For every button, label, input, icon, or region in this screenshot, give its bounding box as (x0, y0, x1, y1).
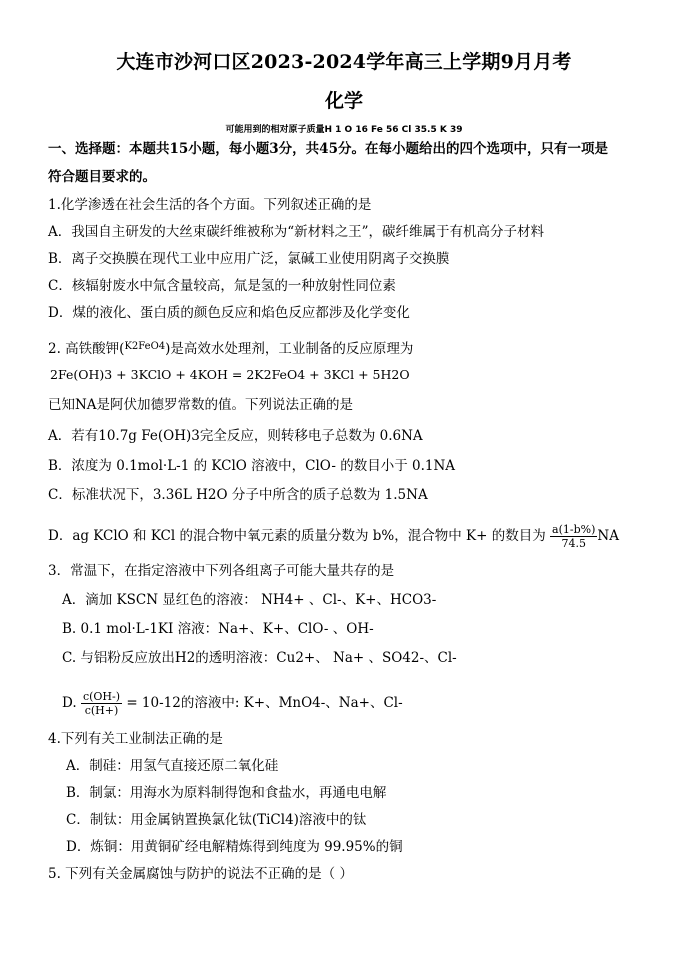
q2-option-d-pre: D．ag KClO 和 KCl 的混合物中氧元素的质量分数为 b%，混合物中 K+ 的数目为 (48, 528, 546, 544)
q2-option-a-pre: A．若有 (48, 428, 99, 444)
q4-option-a: A．制硅：用氢气直接还原二氧化硅 (66, 758, 279, 774)
q3-option-d-numerator: c(OH-) (82, 690, 121, 703)
q1-stem: 1.化学渗透在社会生活的各个方面。下列叙述正确的是 (48, 197, 372, 213)
section-instructions-line1: 一、选择题：本题共15小题，每小题3分，共45分。在每小题给出的四个选项中，只有一项是 (48, 141, 608, 157)
q3-option-d-denominator: c(H+) (84, 704, 119, 717)
q2-option-b: B．浓度为 0.1mol·L-1 的 KClO 溶液中，ClO- 的数目小于 0.1NA (48, 458, 456, 474)
q4-option-b: B．制氯：用海水为原料制得饱和食盐水，再通电电解 (66, 785, 387, 801)
q2-option-a-post: 完全反应，则转移电子总数为 0.6NA (199, 428, 423, 444)
q3-option-d-label: D. (62, 695, 77, 711)
q1-option-b: B．离子交换膜在现代工业中应用广泛，氯碱工业使用阴离子交换膜 (48, 251, 450, 267)
subject-title: 化学 (324, 90, 363, 112)
q1-option-a: A．我国自主研发的大丝束碳纤维被称为“新材料之王”，碳纤维属于有机高分子材料 (48, 224, 545, 240)
q2-option-d-denominator: 74.5 (561, 537, 586, 550)
q2-option-d-unit: NA (597, 528, 619, 544)
atomic-masses-note: 可能用到的相对原子质量H 1 O 16 Fe 56 Cl 35.5 K 39 (225, 125, 463, 135)
q3-option-d-post: = 10-12的溶液中: K+、MnO4-、Na+、Cl- (126, 695, 403, 711)
q3-option-d (62, 690, 403, 717)
q2-formula: K2FeO4 (124, 341, 166, 352)
q2-option-d (48, 523, 619, 550)
q2-option-d-fraction (550, 523, 597, 550)
q5-stem: 5. 下列有关金属腐蚀与防护的说法不正确的是（ ） (48, 866, 353, 882)
q2-equation: 2Fe(OH)3 + 3KClO + 4KOH = 2K2FeO4 + 3KCl + 5H2O (50, 367, 410, 382)
q2-option-c: C．标准状况下，3.36L H2O 分子中所含的质子总数为 1.5NA (48, 487, 428, 503)
q3-option-b: B. 0.1 mol·L-1KI 溶液：Na+、K+、ClO- 、OH- (62, 621, 374, 637)
q3-option-c: C. 与铝粉反应放出H2的透明溶液：Cu2+、 Na+ 、SO42-、Cl- (62, 650, 457, 666)
q2-known: 已知NA是阿伏加德罗常数的值。下列说法正确的是 (48, 397, 354, 413)
section-instructions-line2: 符合题目要求的。 (48, 169, 156, 185)
q2-stem (48, 338, 413, 358)
q1-option-d: D．煤的液化、蛋白质的颜色反应和焰色反应都涉及化学变化 (48, 305, 410, 321)
exam-title: 大连市沙河口区2023-2024学年高三上学期9月月考 (116, 51, 572, 73)
q2-stem-pre: 2. 高铁酸钾( (48, 341, 125, 357)
q2-option-a (48, 427, 423, 445)
q4-option-c: C．制钛：用金属钠置换氯化钛(TiCl4)溶液中的钛 (66, 812, 367, 828)
q1-option-c: C．核辐射废水中氚含量较高，氚是氢的一种放射性同位素 (48, 278, 396, 294)
q3-option-a: A．滴加 KSCN 显红色的溶液： NH4+ 、Cl-、K+、HCO3- (62, 592, 437, 608)
q2-option-a-mass: 10.7g Fe(OH)3 (98, 428, 200, 444)
q2-option-d-numerator: a(1-b%) (552, 523, 596, 536)
q3-stem: 3．常温下，在指定溶液中下列各组离子可能大量共存的是 (48, 563, 395, 579)
q4-stem: 4.下列有关工业制法正确的是 (48, 731, 223, 747)
q3-option-d-fraction (81, 690, 122, 717)
q4-option-d: D．炼铜：用黄铜矿经电解精炼得到纯度为 99.95%的铜 (66, 839, 403, 855)
q2-stem-post: )是高效水处理剂，工业制备的反应原理为 (165, 341, 414, 357)
